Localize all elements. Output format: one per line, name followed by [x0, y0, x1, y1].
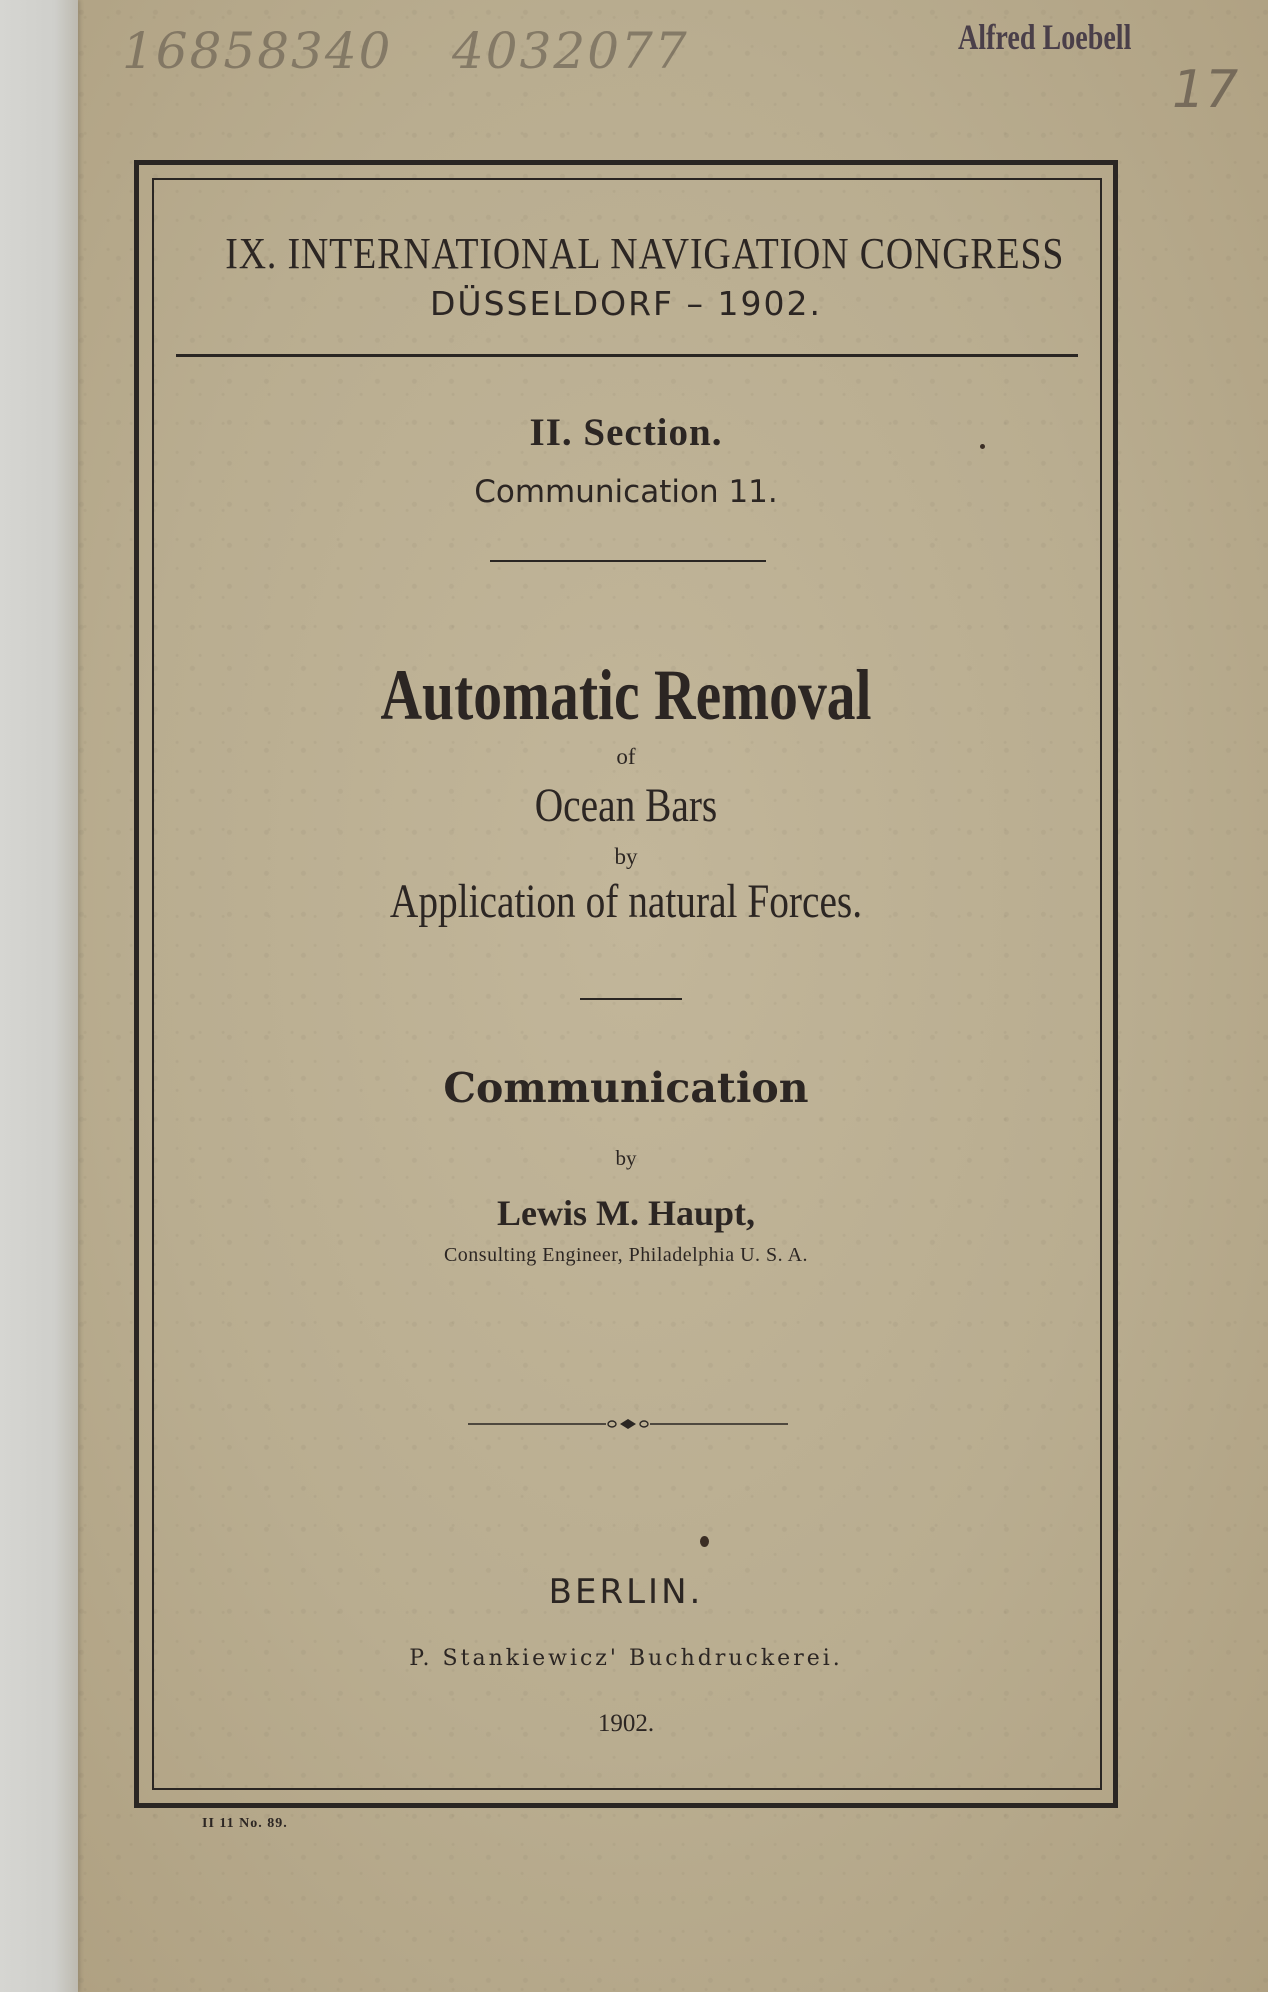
title-divider: [580, 998, 682, 1000]
inventory-number-2: 4032077: [452, 22, 689, 80]
title-connector-of: of: [616, 744, 636, 769]
imprint-printer: P. Stankiewicz' Buchdruckerei.: [409, 1646, 843, 1671]
communication-number: Communication 11.: [474, 474, 778, 510]
imprint-city: BERLIN.: [548, 1572, 704, 1612]
section-divider: [490, 560, 766, 562]
catalog-footnote: II 11 No. 89.: [202, 1816, 288, 1831]
congress-title: IX. INTERNATIONAL NAVIGATION CONGRESS: [225, 229, 1065, 278]
communication-heading: Communication: [443, 1064, 809, 1112]
title-connector-by: by: [614, 844, 638, 869]
author-name: Lewis M. Haupt,: [496, 1193, 755, 1233]
title-method: Application of natural Forces.: [389, 875, 863, 928]
inventory-number-1: 16858340: [122, 22, 393, 80]
owner-stamp: Alfred Loebell: [958, 17, 1132, 57]
header-divider: [176, 354, 1078, 357]
paper-speck: [700, 1536, 709, 1547]
imprint-year: 1902.: [597, 1710, 655, 1737]
section-title: II. Section.: [529, 411, 723, 454]
paper-speck: [980, 444, 985, 449]
author-affiliation: Consulting Engineer, Philadelphia U. S. A.: [443, 1244, 809, 1266]
binding-strip: [0, 0, 78, 1992]
main-title: Automatic Removal: [380, 655, 872, 735]
congress-place-year: DÜSSELDORF – 1902.: [430, 284, 822, 323]
author-connector-by: by: [615, 1146, 637, 1170]
ornament-divider-icon: [468, 1412, 788, 1436]
pencil-mark: 17: [1172, 60, 1239, 120]
title-subject: Ocean Bars: [534, 779, 718, 832]
